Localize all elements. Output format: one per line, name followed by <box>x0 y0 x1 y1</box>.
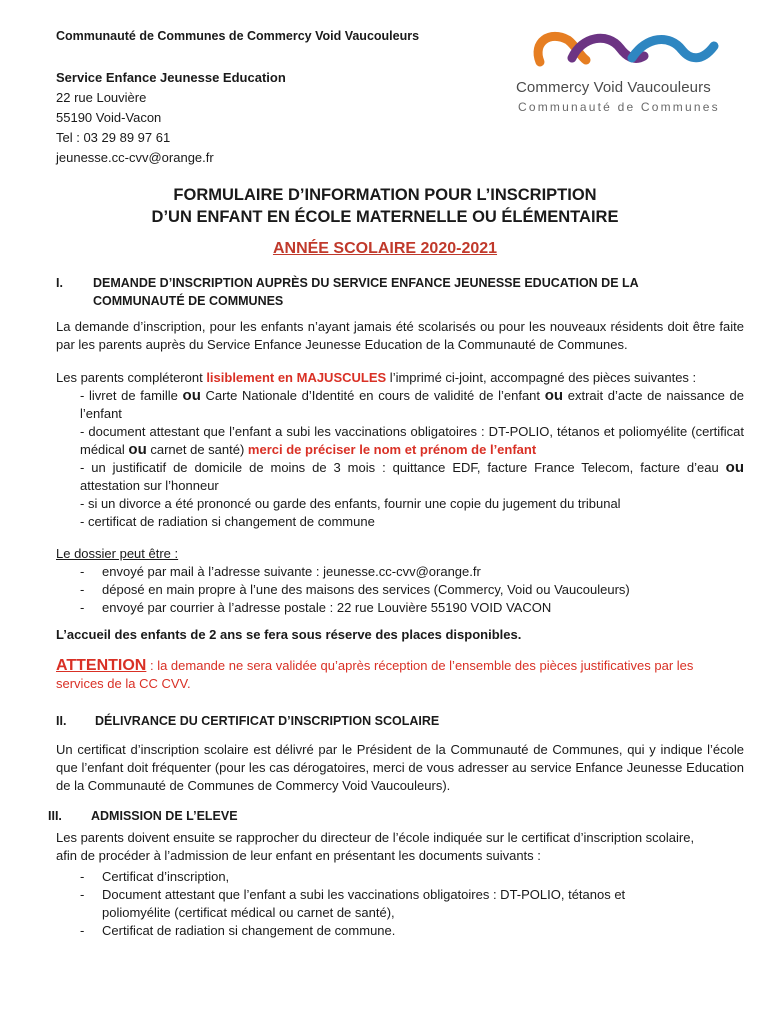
section-number: I. <box>56 276 63 290</box>
text: l’imprimé ci-joint, accompagné des pièces suivantes : <box>386 370 697 385</box>
logo-waves-icon <box>510 22 730 78</box>
logo <box>510 22 730 122</box>
school-year: ANNÉE SCOLAIRE 2020-2021 <box>272 240 498 257</box>
list-item <box>80 459 744 495</box>
section-1-heading <box>56 274 706 310</box>
list-item: - si un divorce a été prononcé ou garde des enfants, fournir une copie du jugement du tribunal <box>80 496 621 511</box>
form-title-line2: D’UN ENFANT EN ÉCOLE MATERNELLE OU ÉLÉMENTAIRE <box>151 208 619 226</box>
text: - livret de famille <box>80 388 183 403</box>
dossier-block <box>56 545 744 617</box>
list-item <box>80 423 744 459</box>
paragraph: Les parents doivent ensuite se rapprocher du directeur de l’école indiquée sur le certificat d’inscription scolaire, afin de procéder à l’admission de leur enfant en présentant les documents suivants : <box>56 830 695 863</box>
section-2-heading <box>56 712 706 730</box>
text: - document attestant que l’enfant a subi les vaccinations obligatoires : DT-POLIO, tétanos et poliomyélite (certificat médical <box>80 424 744 457</box>
address-city: 55190 Void-Vacon <box>56 110 162 125</box>
ou-word: ou <box>182 387 201 404</box>
list-item: - envoyé par mail à l’adresse suivante : jeunesse.cc-cvv@orange.fr <box>56 563 744 581</box>
text: attestation sur l’honneur <box>80 478 219 493</box>
attention-word: ATTENTION <box>56 657 147 674</box>
organization-name: Communauté de Communes de Commercy Void Vaucouleurs <box>56 29 420 43</box>
list-item: - Certificat d’inscription, <box>56 868 696 886</box>
ou-word: ou <box>725 459 744 476</box>
section-number: III. <box>48 809 62 823</box>
paragraph: La demande d’inscription, pour les enfants n’ayant jamais été scolarisés ou pour les nouveaux résidents doit être faite par les parents auprès du Service Enfance Jeunesse Education de la Communauté de Communes. <box>56 319 744 352</box>
address-street: 22 rue Louvière <box>56 90 147 105</box>
paragraph: Un certificat d’inscription scolaire est délivré par le Président de la Communauté de Communes, qui y indique l’école que l’enfant doit fréquenter (pour les cas dérogatoires, merci de vous adresser au service Enfance Jeunesse Education de la Communauté de Communes de Commercy Void Vaucouleurs). <box>56 742 744 793</box>
section-heading-text: DEMANDE D’INSCRIPTION AUPRÈS DU SERVICE ENFANCE JEUNESSE EDUCATION DE LA COMMUNAUTÉ DE COMMUNES <box>93 276 639 308</box>
email-address: jeunesse.cc-cvv@orange.fr <box>56 150 214 165</box>
text: - un justificatif de domicile de moins de 3 mois : quittance EDF, facture France Telecom, facture d’eau <box>80 460 726 475</box>
accueil-note: L’accueil des enfants de 2 ans se fera sous réserve des places disponibles. <box>56 627 522 642</box>
attention-text: : la demande ne sera validée qu’après réception de l’ensemble des pièces justificatives par les services de la CC CVV. <box>56 658 694 691</box>
highlight-red: lisiblement en MAJUSCULES <box>206 370 387 385</box>
text: carnet de santé) <box>146 442 248 457</box>
form-title-line1: FORMULAIRE D’INFORMATION POUR L’INSCRIPTION <box>173 186 597 204</box>
section-number: II. <box>56 714 67 728</box>
list-item <box>80 387 744 423</box>
service-name: Service Enfance Jeunesse Education <box>56 70 286 85</box>
section-heading-text: DÉLIVRANCE DU CERTIFICAT D’INSCRIPTION SCOLAIRE <box>95 714 440 728</box>
admission-list <box>56 868 696 940</box>
pieces-intro <box>56 369 744 387</box>
pieces-list <box>56 387 744 531</box>
text: Carte Nationale d’Identité en cours de validité de l’enfant <box>200 388 545 403</box>
highlight-red: merci de préciser le nom et prénom de l’enfant <box>247 442 537 457</box>
list-item: - Certificat de radiation si changement de commune. <box>56 922 696 940</box>
dossier-label: Le dossier peut être : <box>56 546 179 561</box>
section-heading-text: ADMISSION DE L’ELEVE <box>91 809 238 823</box>
list-item: - envoyé par courrier à l’adresse postale : 22 rue Louvière 55190 VOID VACON <box>56 599 744 617</box>
paragraph-pieces <box>56 369 744 531</box>
logo-subtitle: Communauté de Communes <box>518 100 720 114</box>
ou-word: ou <box>544 387 564 404</box>
list-item: - déposé en main propre à l’une des maisons des services (Commercy, Void ou Vaucouleurs) <box>56 581 744 599</box>
logo-name: Commercy Void Vaucouleurs <box>516 79 711 96</box>
contact-block <box>56 68 286 168</box>
text: extrait d’acte de naissance de l’enfant <box>80 388 745 421</box>
text: Les parents compléteront <box>56 370 207 385</box>
section-3-heading <box>48 807 698 825</box>
phone-number: Tel : 03 29 89 97 61 <box>56 130 171 145</box>
list-item: - certificat de radiation si changement de commune <box>80 514 375 529</box>
ou-word: ou <box>128 441 147 458</box>
dossier-list <box>56 563 744 617</box>
attention-note <box>56 657 744 693</box>
list-item: - Document attestant que l’enfant a subi les vaccinations obligatoires : DT-POLIO, tétanos et poliomyélite (certificat médical ou carnet de santé), <box>56 886 696 922</box>
